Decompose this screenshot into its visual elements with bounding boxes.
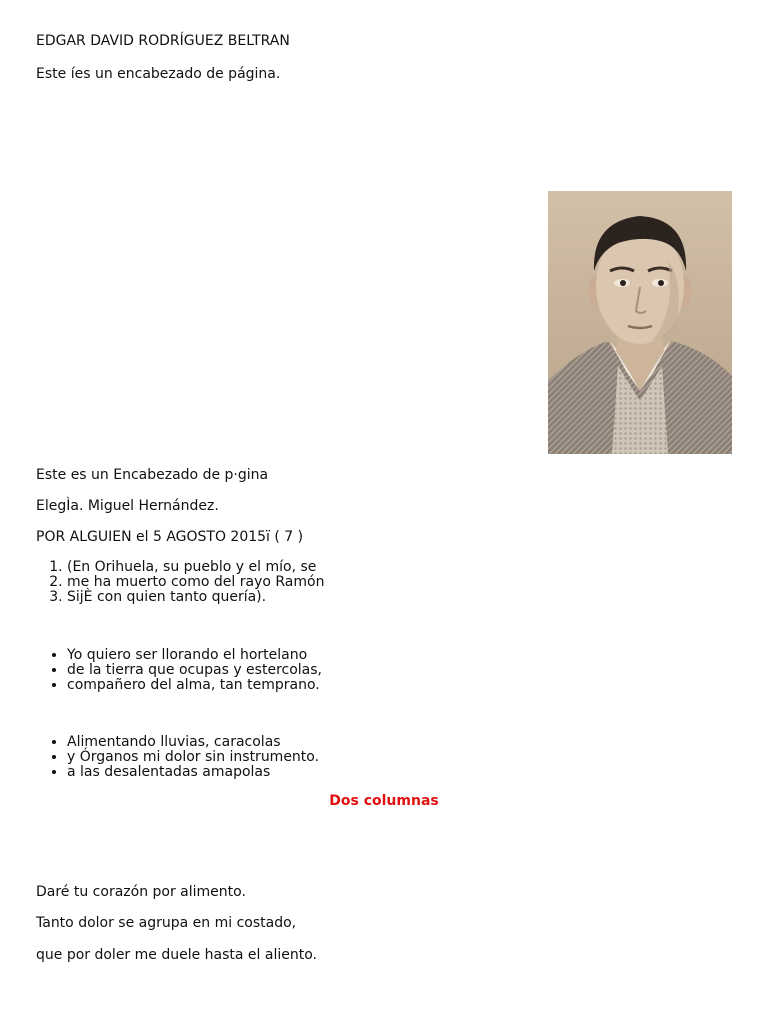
ordered-list: [36, 560, 324, 605]
portrait-photo: [548, 191, 732, 454]
bullet-list-2: [36, 735, 319, 780]
closing-line: Daré tu corazón por alimento.: [36, 884, 246, 900]
bullet-list: [36, 648, 322, 693]
closing-line: Tanto dolor se agrupa en mi costado,: [36, 915, 297, 931]
list-item: • de la tierra que ocupas y estercolas,: [67, 663, 322, 678]
two-columns-heading: Dos columnas: [329, 793, 439, 809]
list-item: 3. SijÈ con quien tanto quería).: [67, 590, 324, 605]
list-item: • y Órganos mi dolor sin instrumento.: [67, 750, 319, 765]
list-item: • Yo quiero ser llorando el hortelano: [67, 648, 322, 663]
page-header-text-2: Este es un Encabezado de p·gina: [36, 467, 269, 483]
byline: POR ALGUIEN el 5 AGOSTO 2015ï ( 7 ): [36, 529, 304, 545]
page-header-text: Este íes un encabezado de página.: [36, 66, 281, 82]
author-name: EDGAR DAVID RODRÍGUEZ BELTRAN: [36, 33, 290, 49]
portrait-photo-icon: [548, 191, 732, 454]
list-item: 2. me ha muerto como del rayo Ramón: [67, 575, 324, 590]
list-item: • a las desalentadas amapolas: [67, 765, 319, 780]
poem-title: ElegÌa. Miguel Hernández.: [36, 498, 219, 514]
list-item: 1. (En Orihuela, su pueblo y el mío, se: [67, 560, 324, 575]
list-item: • compañero del alma, tan temprano.: [67, 678, 322, 693]
list-item: • Alimentando lluvias, caracolas: [67, 735, 319, 750]
closing-line: que por doler me duele hasta el aliento.: [36, 947, 317, 963]
